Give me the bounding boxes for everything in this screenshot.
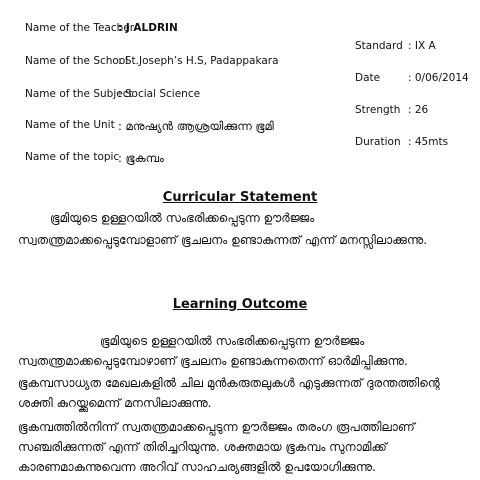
standard-value: : IX A	[408, 40, 436, 52]
subject-label: Name of the Subject	[25, 88, 133, 100]
topic-label: Name of the topic	[25, 151, 120, 163]
curricular-heading: Curricular Statement	[162, 190, 318, 205]
curricular-line-1: ഭൂമിയുടെ ഉള്ളറയിൽ സംഭരിക്കപ്പെടുന്ന ഊർജ്ജം	[50, 211, 315, 225]
school-label: Name of the School	[25, 55, 129, 67]
unit-label: Name of the Unit	[25, 119, 115, 131]
learning-line-6: സഞ്ചരിക്കുന്നത് എന്ന് തിരിച്ചറിയുന്നു. ശക്തമായ ഭൂകമ്പം സുനാമിക്ക്	[18, 440, 387, 454]
learning-line-4: ശക്തി കുറയ്ക്കുമെന്ന് മനസിലാക്കുന്നു.	[18, 396, 212, 410]
date-value: : 0/06/2014	[408, 72, 469, 84]
duration-label: Duration	[355, 136, 401, 148]
learning-heading: Learning Outcome	[172, 297, 308, 312]
date-label: Date	[355, 72, 381, 84]
learning-line-2: സ്വതന്ത്രമാക്കപ്പെടുമ്പോഴാണ് ഭൂചലനം ഉണ്ടാകുന്നതെന്ന് ഓർമിപ്പിക്കുന്നു.	[18, 354, 408, 368]
strength-label: Strength	[355, 104, 401, 116]
learning-line-5: ഭൂകമ്പത്തിൽനിന്ന് സ്വതന്ത്രമാക്കപ്പെടുന്ന ഊർജ്ജം തരംഗ രൂപത്തിലാണ്	[18, 420, 415, 434]
learning-line-3: ഭൂകമ്പസാധ്യത മേഖലകളിൽ ചില മുൻകരുതലുകൾ എടുക്കുന്നത് ദുരന്തത്തിന്റെ	[18, 376, 440, 390]
learning-line-1: ഭൂമിയുടെ ഉള്ളറയിൽ സംഭരിക്കപ്പെടുന്ന ഊർജ്ജം	[100, 334, 365, 348]
standard-label: Standard	[355, 40, 403, 52]
strength-value: : 26	[408, 104, 429, 116]
topic-value: : ഭൂകമ്പം	[118, 151, 164, 165]
duration-value: : 45mts	[408, 136, 449, 148]
teacher-value: : J ALDRIN	[118, 22, 178, 34]
unit-value: : മനുഷ്യൻ ആശ്രയിക്കുന്ന ഭൂമി	[118, 119, 274, 133]
school-value: : St.Joseph’s H.S, Padappakara	[118, 55, 279, 67]
curricular-line-2: സ്വതന്ത്രമാക്കപ്പെടുമ്പോളാണ് ഭൂചലനം ഉണ്ടാകുന്നത് എന്ന് മനസ്സിലാക്കുന്നു.	[18, 233, 428, 247]
subject-value: : Social Science	[118, 88, 201, 100]
learning-line-7: കാരണമാകുന്നുവെന്ന അറിവ് സാഹചര്യങ്ങളിൽ ഉപയോഗിക്കുന്നു.	[18, 460, 376, 474]
teacher-label: Name of the Teacher	[25, 22, 135, 34]
